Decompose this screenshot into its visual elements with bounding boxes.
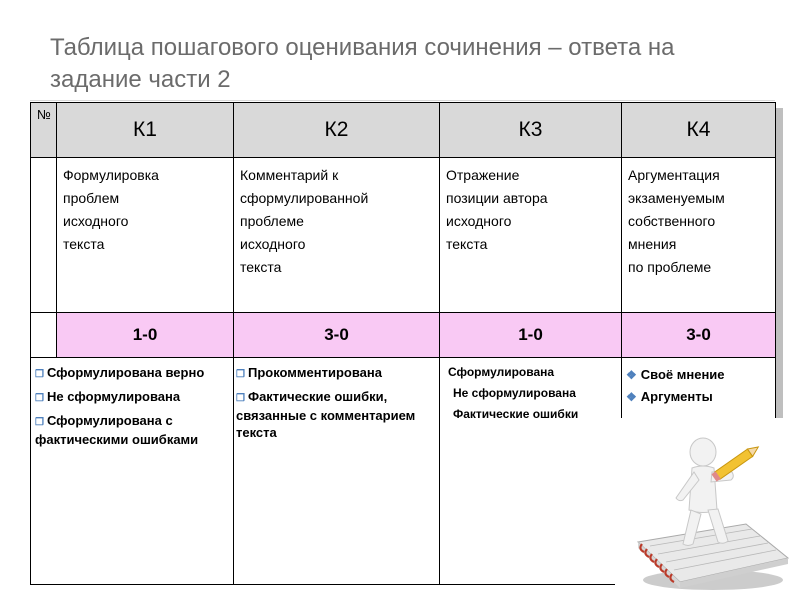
bullet-icon: ❐	[236, 393, 245, 404]
description-number-cell	[31, 158, 57, 313]
criteria-k1-item: ❐ Сформулирована с фактическими ошибками	[35, 413, 199, 447]
criteria-k2	[234, 358, 440, 585]
diamond-bullet-icon: ❖	[626, 390, 637, 404]
criteria-k2-item: ❐ Фактические ошибки, связанные с комментарием текста	[236, 389, 416, 440]
criteria-k1-item: ❐ Не сформулирована	[35, 389, 181, 404]
description-k3	[440, 158, 622, 313]
bullet-icon: ❐	[35, 369, 44, 380]
criteria-k4-item: ❖ Своё мнение	[626, 367, 725, 382]
diamond-bullet-icon: ❖	[626, 368, 637, 382]
score-k1: 1-0	[57, 313, 234, 358]
description-k2-text: Комментарий к сформулированной проблеме исходного текста	[240, 167, 369, 275]
header-k1: К1	[57, 103, 234, 158]
description-k4	[622, 158, 776, 313]
description-k2	[234, 158, 440, 313]
score-row	[31, 313, 776, 358]
header-k4: К4	[622, 103, 776, 158]
header-k3: К3	[440, 103, 622, 158]
criteria-k2-item: ❐ Прокомментирована	[236, 365, 382, 380]
criteria-k1-item: ❐ Сформулирована верно	[35, 365, 205, 380]
header-row	[31, 103, 776, 158]
page-title: Таблица пошагового оценивания сочинения – ответа на задание части 2	[50, 34, 675, 93]
score-number-cell	[31, 313, 57, 358]
criteria-k3-item: Не сформулирована	[453, 386, 576, 400]
bullet-icon: ❐	[35, 417, 44, 428]
score-k3: 1-0	[440, 313, 622, 358]
description-row	[31, 158, 776, 313]
criteria-k1	[31, 358, 234, 585]
title-divider	[30, 100, 775, 101]
score-k2: 3-0	[234, 313, 440, 358]
criteria-k3	[440, 358, 622, 585]
bullet-icon: ❐	[35, 393, 44, 404]
description-k1-text: Формулировка проблем исходного текста	[63, 167, 159, 252]
score-k4: 3-0	[622, 313, 776, 358]
bullet-icon: ❐	[236, 369, 245, 380]
header-k2: К2	[234, 103, 440, 158]
criteria-k3-item: Фактические ошибки	[453, 407, 579, 421]
description-k4-text: Аргументация экзаменуемым собственного мнения по проблеме	[628, 167, 725, 275]
header-number-cell: №	[31, 103, 57, 158]
person-with-pencil-on-notebook-icon	[628, 430, 793, 595]
criteria-k3-item: Сформулирована	[448, 365, 555, 379]
description-k3-text: Отражение позиции автора исходного текста	[446, 167, 548, 252]
criteria-k4-item: ❖ Аргументы	[626, 389, 713, 404]
description-k1	[57, 158, 234, 313]
